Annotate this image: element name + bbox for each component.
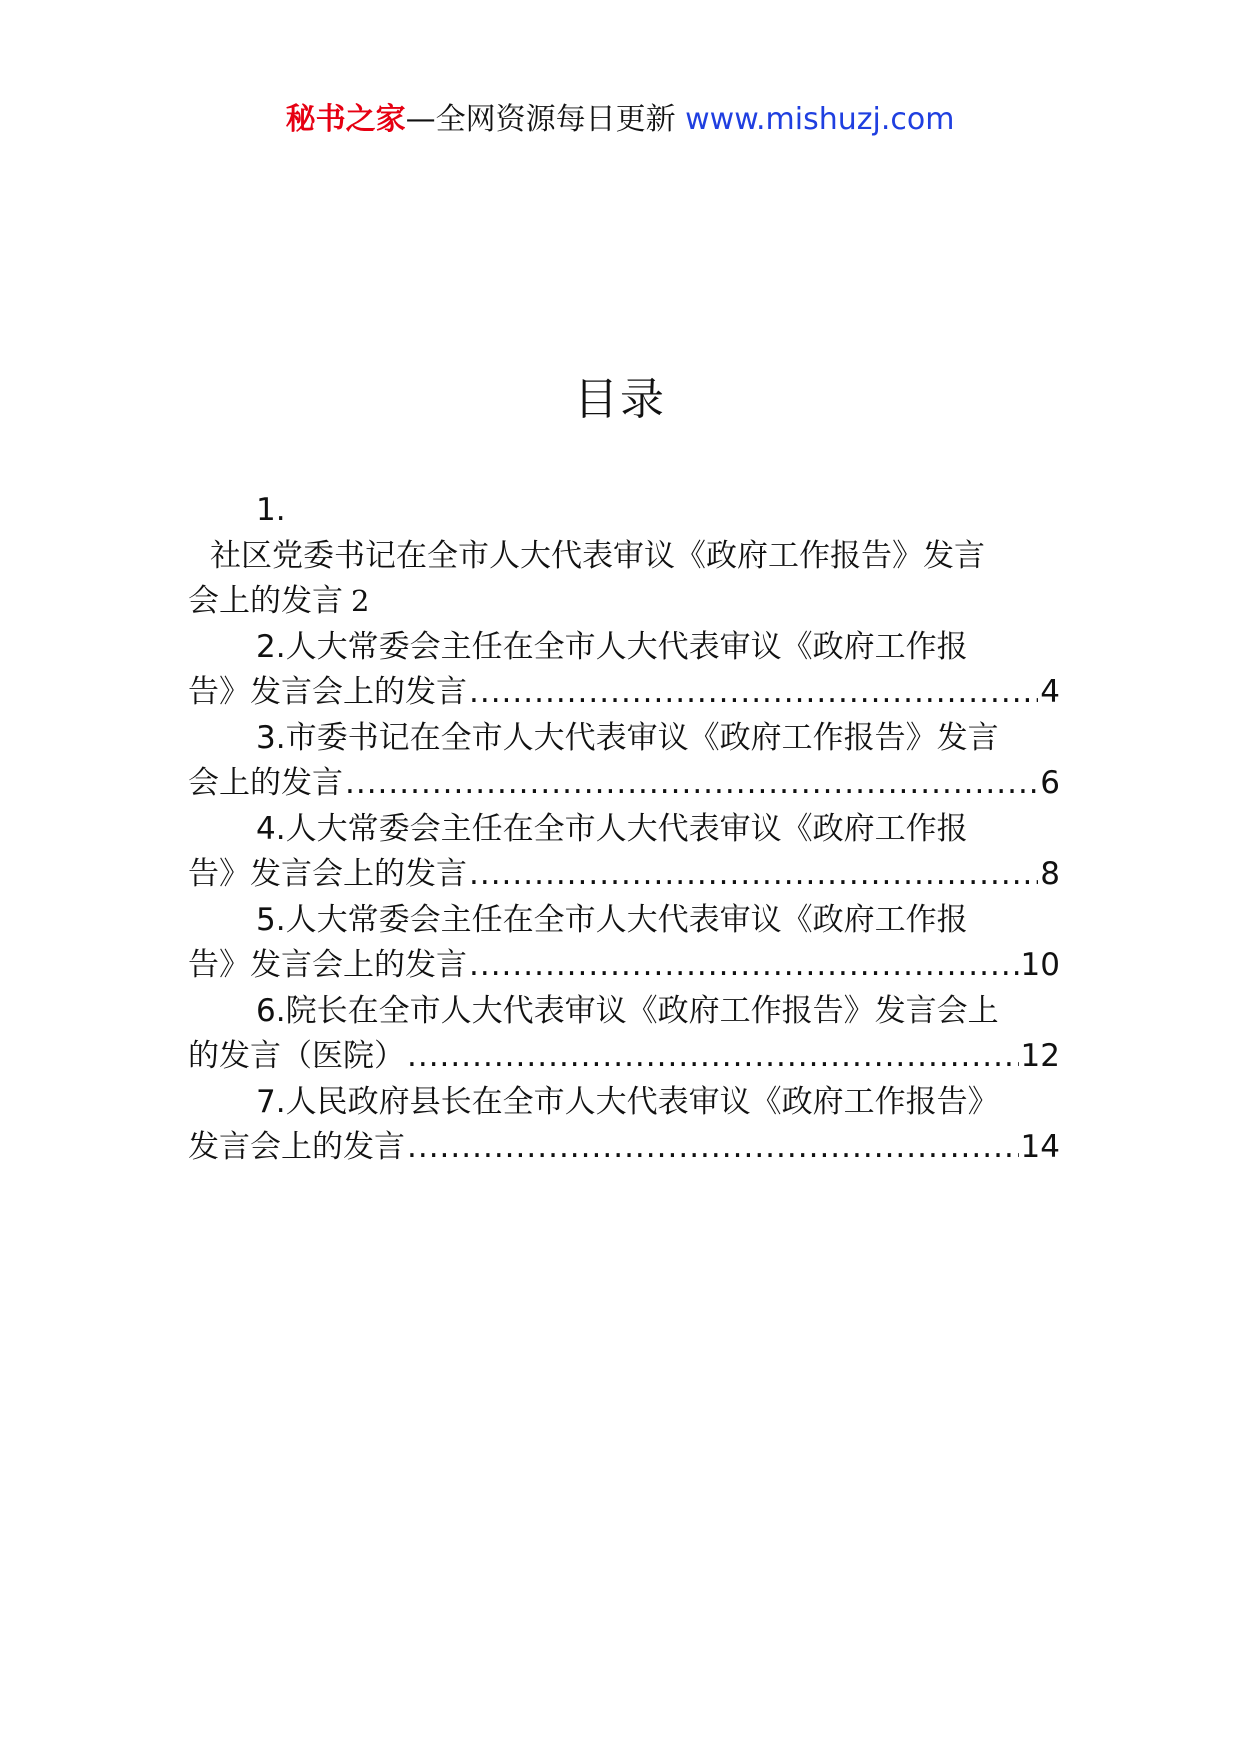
toc-entry-title-cont: 告》发言会上的发言: [188, 947, 467, 983]
toc-entry-title-line: [188, 579, 1060, 625]
leader-dots: [407, 1034, 1019, 1080]
table-of-contents: [188, 488, 1060, 1171]
site-header: [0, 100, 1240, 140]
toc-entry-leader-line: [188, 852, 1060, 898]
toc-entry-leader-line: [188, 1034, 1060, 1080]
toc-entry-title-cont: 的发言（医院）: [188, 1038, 405, 1074]
toc-entry-title-cont: 发言会上的发言: [188, 1129, 405, 1165]
brand-name: 秘书之家: [285, 102, 406, 137]
toc-entry-page: 6: [1040, 765, 1060, 801]
toc-entry-title-cont: 会上的发言: [188, 583, 343, 619]
toc-entry-5[interactable]: [188, 898, 1060, 989]
toc-entry-title-line: 2.人大常委会主任在全市人大代表审议《政府工作报: [256, 628, 968, 665]
site-url-link[interactable]: www.mishuzj.com: [685, 102, 955, 137]
toc-entry-title-line: 6.院长在全市人大代表审议《政府工作报告》发言会上: [256, 992, 999, 1029]
toc-title: 目录: [574, 374, 666, 425]
toc-entry-2[interactable]: [188, 625, 1060, 716]
toc-entry-title-cont: 告》发言会上的发言: [188, 856, 467, 892]
toc-entry-leader-line: [188, 670, 1060, 716]
toc-entry-page: 8: [1040, 856, 1060, 892]
toc-entry-page: 12: [1020, 1038, 1060, 1074]
toc-entry-7[interactable]: [188, 1080, 1060, 1171]
leader-dots: [469, 670, 1038, 716]
toc-entry-title-cont: 告》发言会上的发言: [188, 674, 467, 710]
toc-entry-title-line: 7.人民政府县长在全市人大代表审议《政府工作报告》: [256, 1083, 999, 1120]
toc-entry-page: 2: [351, 584, 370, 618]
toc-entry-page: 14: [1020, 1129, 1060, 1165]
toc-entry-page: 4: [1040, 674, 1060, 710]
toc-entry-title-line: 社区党委书记在全市人大代表审议《政府工作报告》发言: [210, 537, 985, 574]
toc-entry-title-line: 3.市委书记在全市人大代表审议《政府工作报告》发言: [256, 719, 999, 756]
toc-entry-title-line: 5.人大常委会主任在全市人大代表审议《政府工作报: [256, 901, 968, 938]
leader-dots: [469, 943, 1019, 989]
toc-entry-title-cont: 会上的发言: [188, 765, 343, 801]
toc-entry-6[interactable]: [188, 989, 1060, 1080]
leader-dots: [407, 1125, 1019, 1171]
toc-entry-1[interactable]: [188, 488, 1060, 625]
toc-entry-leader-line: [188, 943, 1060, 989]
leader-dots: [469, 852, 1038, 898]
toc-entry-number: 1.: [256, 492, 286, 528]
toc-entry-leader-line: [188, 1125, 1060, 1171]
toc-entry-leader-line: [188, 761, 1060, 807]
toc-entry-3[interactable]: [188, 716, 1060, 807]
toc-entry-title-line: 4.人大常委会主任在全市人大代表审议《政府工作报: [256, 810, 968, 847]
toc-entry-page: 10: [1020, 947, 1060, 983]
toc-entry-4[interactable]: [188, 807, 1060, 898]
leader-dots: [345, 761, 1038, 807]
header-slogan: —全网资源每日更新: [405, 102, 676, 137]
